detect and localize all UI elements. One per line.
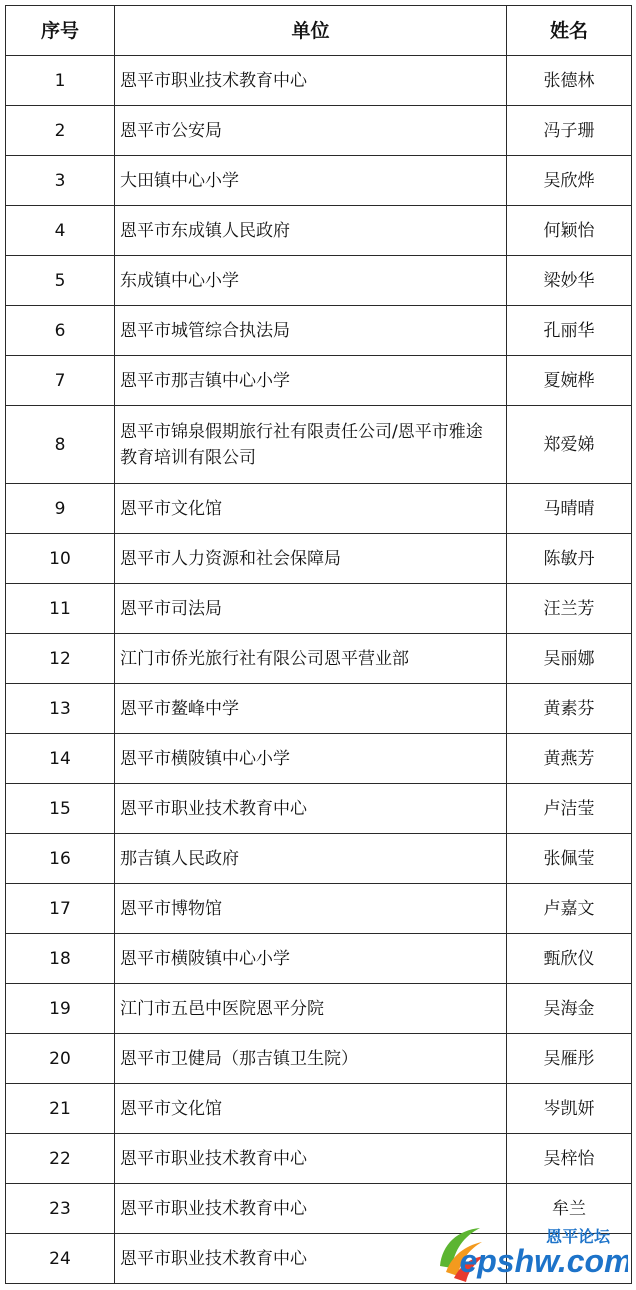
row-number: 24	[6, 1234, 115, 1284]
table-row	[6, 834, 632, 884]
table-row	[6, 156, 632, 206]
row-name: 甄欣仪	[507, 934, 632, 984]
row-number: 19	[6, 984, 115, 1034]
row-number: 14	[6, 734, 115, 784]
table-row	[6, 584, 632, 634]
roster-table-container	[5, 5, 631, 1284]
row-name: 汪兰芳	[507, 584, 632, 634]
row-unit: 恩平市职业技术教育中心	[115, 1184, 507, 1234]
row-number: 12	[6, 634, 115, 684]
table-row	[6, 1134, 632, 1184]
header-unit: 单位	[115, 6, 507, 56]
row-name: 吴海金	[507, 984, 632, 1034]
table-row	[6, 984, 632, 1034]
row-number: 15	[6, 784, 115, 834]
row-number: 16	[6, 834, 115, 884]
table-row	[6, 684, 632, 734]
watermark-domain: epshw.com	[459, 1243, 628, 1279]
table-row	[6, 484, 632, 534]
table-row	[6, 534, 632, 584]
row-unit: 恩平市城管综合执法局	[115, 306, 507, 356]
row-unit: 恩平市人力资源和社会保障局	[115, 534, 507, 584]
row-unit: 恩平市鳌峰中学	[115, 684, 507, 734]
row-unit: 恩平市文化馆	[115, 1084, 507, 1134]
site-watermark	[428, 1222, 628, 1286]
table-row	[6, 356, 632, 406]
row-name: 何颖怡	[507, 206, 632, 256]
table-row	[6, 406, 632, 484]
row-unit: 恩平市东成镇人民政府	[115, 206, 507, 256]
row-unit: 恩平市职业技术教育中心	[115, 784, 507, 834]
row-number: 4	[6, 206, 115, 256]
table-row	[6, 634, 632, 684]
row-number: 18	[6, 934, 115, 984]
row-number: 22	[6, 1134, 115, 1184]
row-unit: 恩平市那吉镇中心小学	[115, 356, 507, 406]
table-row	[6, 1084, 632, 1134]
row-unit: 恩平市职业技术教育中心	[115, 1134, 507, 1184]
table-row	[6, 106, 632, 156]
header-name: 姓名	[507, 6, 632, 56]
row-name: 马晴晴	[507, 484, 632, 534]
row-name: 黄素芬	[507, 684, 632, 734]
row-unit: 恩平市卫健局（那吉镇卫生院）	[115, 1034, 507, 1084]
table-row	[6, 884, 632, 934]
row-unit: 那吉镇人民政府	[115, 834, 507, 884]
table-row	[6, 934, 632, 984]
row-name: 孔丽华	[507, 306, 632, 356]
row-name: 吴雁彤	[507, 1034, 632, 1084]
row-unit: 恩平市文化馆	[115, 484, 507, 534]
row-name: 吴欣烨	[507, 156, 632, 206]
row-unit: 江门市侨光旅行社有限公司恩平营业部	[115, 634, 507, 684]
row-unit: 恩平市横陂镇中心小学	[115, 934, 507, 984]
row-unit: 恩平市锦泉假期旅行社有限责任公司/恩平市雅途教育培训有限公司	[115, 406, 507, 484]
row-number: 17	[6, 884, 115, 934]
row-name: 陈敏丹	[507, 534, 632, 584]
row-unit: 恩平市司法局	[115, 584, 507, 634]
row-number: 8	[6, 406, 115, 484]
row-number: 3	[6, 156, 115, 206]
watermark-logo	[428, 1222, 628, 1286]
watermark-site-cn: 恩平论坛	[545, 1229, 611, 1246]
row-unit: 江门市五邑中医院恩平分院	[115, 984, 507, 1034]
row-unit: 大田镇中心小学	[115, 156, 507, 206]
row-name: 牟兰	[507, 1184, 632, 1234]
table-row	[6, 1034, 632, 1084]
table-row	[6, 256, 632, 306]
table-header-row	[6, 6, 632, 56]
row-name: 岑凯妍	[507, 1084, 632, 1134]
row-unit: 恩平市横陂镇中心小学	[115, 734, 507, 784]
row-name: 张德林	[507, 56, 632, 106]
roster-table	[5, 5, 632, 1284]
row-number: 10	[6, 534, 115, 584]
row-name: 卢嘉文	[507, 884, 632, 934]
row-number: 5	[6, 256, 115, 306]
row-name: 黄燕芳	[507, 734, 632, 784]
row-name: 吴梓怡	[507, 1134, 632, 1184]
row-number: 6	[6, 306, 115, 356]
row-unit: 恩平市博物馆	[115, 884, 507, 934]
row-name: 夏婉桦	[507, 356, 632, 406]
row-name: 郑爱娣	[507, 406, 632, 484]
row-number: 2	[6, 106, 115, 156]
table-row	[6, 306, 632, 356]
table-row	[6, 734, 632, 784]
row-unit: 东成镇中心小学	[115, 256, 507, 306]
row-name: 冯子珊	[507, 106, 632, 156]
table-row	[6, 56, 632, 106]
row-number: 20	[6, 1034, 115, 1084]
row-name: 张佩莹	[507, 834, 632, 884]
row-number: 21	[6, 1084, 115, 1134]
table-row	[6, 784, 632, 834]
row-name: 吴丽娜	[507, 634, 632, 684]
row-number: 1	[6, 56, 115, 106]
row-number: 23	[6, 1184, 115, 1234]
header-number: 序号	[6, 6, 115, 56]
row-name: 梁妙华	[507, 256, 632, 306]
row-unit: 恩平市公安局	[115, 106, 507, 156]
table-row	[6, 206, 632, 256]
row-unit: 恩平市职业技术教育中心	[115, 1234, 507, 1284]
row-number: 13	[6, 684, 115, 734]
row-unit: 恩平市职业技术教育中心	[115, 56, 507, 106]
row-name: 卢洁莹	[507, 784, 632, 834]
row-number: 9	[6, 484, 115, 534]
row-number: 7	[6, 356, 115, 406]
row-number: 11	[6, 584, 115, 634]
